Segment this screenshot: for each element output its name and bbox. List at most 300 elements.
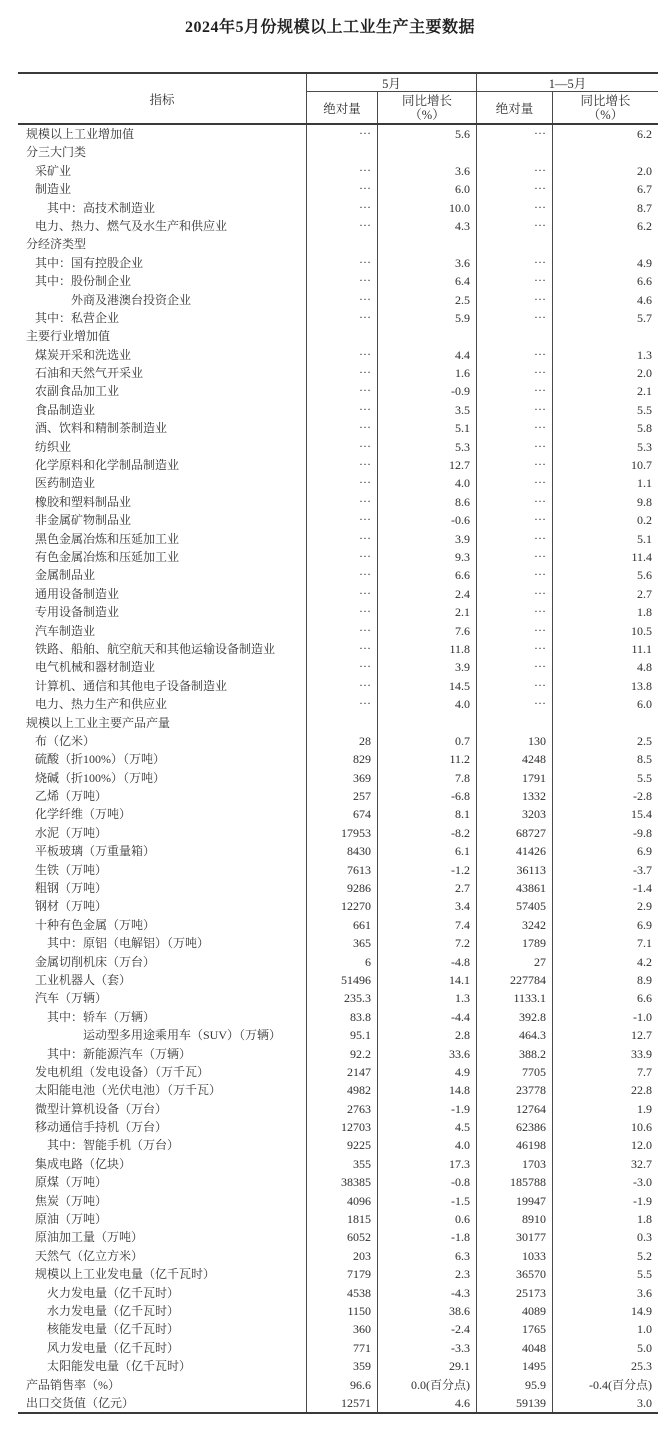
row-may-absolute: …	[307, 493, 378, 511]
row-jan-may-absolute: 185788	[477, 1173, 553, 1191]
row-jan-may-absolute: 1332	[477, 787, 553, 805]
table-row	[18, 125, 658, 143]
row-may-absolute: …	[307, 254, 378, 272]
table-row	[18, 1100, 658, 1118]
row-may-yoy: 1.3	[378, 989, 477, 1007]
row-indicator: 其中：智能手机（万台）	[18, 1136, 307, 1154]
row-jan-may-absolute: …	[477, 511, 553, 529]
row-may-absolute: …	[307, 622, 378, 640]
row-jan-may-yoy: 11.1	[631, 641, 652, 656]
row-indicator: 原油（万吨）	[18, 1210, 307, 1228]
row-jan-may-absolute: …	[477, 566, 553, 584]
table-row	[18, 493, 658, 511]
row-jan-may-yoy: 10.7	[631, 458, 652, 473]
table-row	[18, 750, 658, 768]
row-may-yoy: 0.0(百分点)	[378, 1376, 477, 1394]
row-jan-may-absolute: …	[477, 548, 553, 566]
table-row	[18, 327, 658, 345]
row-may-yoy: 12.7	[378, 456, 477, 474]
table-body	[18, 125, 658, 1412]
row-jan-may-absolute: …	[477, 438, 553, 456]
row-jan-may-yoy: -3.0	[633, 1175, 652, 1190]
table-row	[18, 382, 658, 400]
row-jan-may-absolute: …	[477, 180, 553, 198]
table-row	[18, 622, 658, 640]
row-jan-may-absolute: 25173	[477, 1284, 553, 1302]
row-may-yoy: 6.4	[378, 272, 477, 290]
row-may-yoy: 2.4	[378, 585, 477, 603]
row-may-yoy: 14.5	[378, 677, 477, 695]
row-indicator: 烧碱（折100%）（万吨）	[18, 769, 307, 787]
row-indicator: 采矿业	[18, 162, 307, 180]
row-jan-may-yoy: 1.9	[637, 1101, 652, 1116]
table-row	[18, 1045, 658, 1063]
row-indicator: 电力、热力、燃气及水生产和供应业	[18, 217, 307, 235]
row-jan-may-absolute: 130	[477, 732, 553, 750]
row-may-absolute: 1815	[307, 1210, 378, 1228]
table-row	[18, 1394, 658, 1412]
table-row	[18, 566, 658, 584]
row-jan-may-yoy: 13.8	[631, 678, 652, 693]
row-may-yoy: 8.6	[378, 493, 477, 511]
row-indicator: 制造业	[18, 180, 307, 198]
row-may-absolute: 12703	[307, 1118, 378, 1136]
row-may-absolute: …	[307, 511, 378, 529]
table-row	[18, 235, 658, 253]
row-may-absolute: 365	[307, 934, 378, 952]
table-row	[18, 953, 658, 971]
row-may-absolute: …	[307, 474, 378, 492]
row-jan-may-yoy: 1.8	[637, 605, 652, 620]
row-may-yoy: 11.8	[378, 640, 477, 658]
row-jan-may-yoy: 6.7	[637, 182, 652, 197]
row-jan-may-yoy: 2.5	[637, 733, 652, 748]
row-jan-may-absolute: …	[477, 382, 553, 400]
row-jan-may-absolute: …	[477, 272, 553, 290]
table-row	[18, 401, 658, 419]
row-may-yoy: 4.3	[378, 217, 477, 235]
row-indicator: 金属制品业	[18, 566, 307, 584]
row-may-yoy: 9.3	[378, 548, 477, 566]
row-indicator: 产品销售率（%）	[18, 1376, 307, 1394]
row-jan-may-absolute: 4089	[477, 1302, 553, 1320]
row-may-absolute: 6	[307, 953, 378, 971]
header-jan-may-yoy-line1: 同比增长	[580, 93, 631, 108]
row-indicator: 外商及港澳台投资企业	[18, 291, 307, 309]
row-indicator: 专用设备制造业	[18, 603, 307, 621]
header-jan-may-yoy	[553, 92, 658, 123]
row-jan-may-absolute: …	[477, 199, 553, 217]
row-may-absolute: 38385	[307, 1173, 378, 1191]
row-may-absolute: 4096	[307, 1192, 378, 1210]
row-may-yoy	[378, 143, 477, 161]
row-jan-may-yoy: 5.5	[637, 1267, 652, 1282]
row-jan-may-yoy: -9.8	[633, 825, 652, 840]
row-jan-may-yoy: 12.7	[631, 1028, 652, 1043]
data-table	[18, 72, 658, 1414]
table-row	[18, 456, 658, 474]
table-row	[18, 1320, 658, 1338]
row-jan-may-absolute: 3242	[477, 916, 553, 934]
row-may-absolute: 7179	[307, 1265, 378, 1283]
row-jan-may-yoy	[553, 143, 658, 161]
header-group-jan-may: 1—5月	[477, 74, 658, 92]
row-jan-may-absolute: 95.9	[477, 1376, 553, 1394]
row-may-yoy: -1.2	[378, 861, 477, 879]
row-may-yoy: -0.8	[378, 1173, 477, 1191]
row-jan-may-absolute: 12764	[477, 1100, 553, 1118]
table-row	[18, 585, 658, 603]
row-indicator: 太阳能电池（光伏电池）（万千瓦）	[18, 1081, 307, 1099]
row-jan-may-yoy: 25.3	[631, 1359, 652, 1374]
table-row	[18, 1357, 658, 1375]
row-jan-may-absolute: 36113	[477, 861, 553, 879]
table-row	[18, 1136, 658, 1154]
row-may-yoy: -0.9	[378, 382, 477, 400]
row-jan-may-absolute: 41426	[477, 842, 553, 860]
row-jan-may-yoy: 8.9	[637, 972, 652, 987]
table-row	[18, 1247, 658, 1265]
row-jan-may-absolute: 19947	[477, 1192, 553, 1210]
row-may-absolute: 661	[307, 916, 378, 934]
row-may-yoy: 0.6	[378, 1210, 477, 1228]
row-indicator: 规模以上工业发电量（亿千瓦时）	[18, 1265, 307, 1283]
row-indicator: 集成电路（亿块）	[18, 1155, 307, 1173]
row-indicator: 十种有色金属（万吨）	[18, 916, 307, 934]
row-jan-may-absolute: …	[477, 291, 553, 309]
row-may-absolute: 96.6	[307, 1376, 378, 1394]
row-jan-may-absolute: …	[477, 309, 553, 327]
row-may-yoy: 17.3	[378, 1155, 477, 1173]
row-may-yoy: 4.9	[378, 1063, 477, 1081]
row-may-yoy: 3.6	[378, 254, 477, 272]
table-row	[18, 1118, 658, 1136]
row-indicator: 太阳能发电量（亿千瓦时）	[18, 1357, 307, 1375]
row-jan-may-absolute: …	[477, 254, 553, 272]
table-row	[18, 640, 658, 658]
row-may-absolute: …	[307, 677, 378, 695]
row-jan-may-yoy: 6.6	[637, 274, 652, 289]
table-row	[18, 272, 658, 290]
row-may-absolute: …	[307, 272, 378, 290]
row-jan-may-yoy: 5.7	[637, 310, 652, 325]
table-row	[18, 897, 658, 915]
row-may-absolute: …	[307, 180, 378, 198]
row-may-yoy: 38.6	[378, 1302, 477, 1320]
row-may-yoy: 6.1	[378, 842, 477, 860]
row-jan-may-yoy: -1.0	[633, 1009, 652, 1024]
row-may-yoy: 6.3	[378, 1247, 477, 1265]
row-indicator: 粗钢（万吨）	[18, 879, 307, 897]
table-row	[18, 916, 658, 934]
row-may-absolute: …	[307, 566, 378, 584]
row-may-yoy: 8.1	[378, 805, 477, 823]
row-may-absolute: 1150	[307, 1302, 378, 1320]
header-may-yoy-line1: 同比增长	[401, 93, 452, 108]
row-jan-may-yoy: 1.0	[637, 1322, 652, 1337]
table-row	[18, 824, 658, 842]
table-row	[18, 530, 658, 548]
table-row	[18, 861, 658, 879]
row-jan-may-yoy: -1.9	[633, 1193, 652, 1208]
row-indicator: 其中：轿车（万辆）	[18, 1008, 307, 1026]
row-jan-may-yoy: 10.6	[631, 1120, 652, 1135]
row-indicator: 非金属矿物制品业	[18, 511, 307, 529]
row-jan-may-absolute: 388.2	[477, 1045, 553, 1063]
row-may-yoy: 0.7	[378, 732, 477, 750]
row-may-absolute: …	[307, 199, 378, 217]
table-row	[18, 879, 658, 897]
row-indicator: 水泥（万吨）	[18, 824, 307, 842]
row-jan-may-yoy: 3.0	[637, 1395, 652, 1410]
row-may-yoy: 2.8	[378, 1026, 477, 1044]
row-may-absolute	[307, 143, 378, 161]
row-jan-may-yoy: 4.6	[637, 292, 652, 307]
row-jan-may-yoy: 4.8	[637, 660, 652, 675]
row-may-yoy: -0.6	[378, 511, 477, 529]
row-may-yoy: 2.3	[378, 1265, 477, 1283]
row-may-absolute: …	[307, 125, 378, 143]
row-may-absolute: …	[307, 346, 378, 364]
row-may-yoy: 2.5	[378, 291, 477, 309]
row-jan-may-absolute: 23778	[477, 1081, 553, 1099]
row-may-yoy: 14.1	[378, 971, 477, 989]
row-may-absolute: 7613	[307, 861, 378, 879]
row-jan-may-yoy: 7.1	[637, 936, 652, 951]
row-jan-may-yoy: -3.7	[633, 862, 652, 877]
row-indicator: 分三大门类	[18, 143, 307, 161]
table-row	[18, 603, 658, 621]
row-indicator: 电力、热力生产和供应业	[18, 695, 307, 713]
row-jan-may-absolute: 1703	[477, 1155, 553, 1173]
row-jan-may-yoy: 2.9	[637, 899, 652, 914]
table-row	[18, 1339, 658, 1357]
table-row	[18, 1302, 658, 1320]
table-row	[18, 1008, 658, 1026]
row-may-yoy: 7.4	[378, 916, 477, 934]
table-row	[18, 769, 658, 787]
row-may-yoy: 2.1	[378, 603, 477, 621]
row-may-yoy: 6.6	[378, 566, 477, 584]
row-indicator: 其中：高技术制造业	[18, 199, 307, 217]
row-may-absolute: …	[307, 291, 378, 309]
row-indicator: 电气机械和器材制造业	[18, 658, 307, 676]
table-row	[18, 732, 658, 750]
table-row	[18, 658, 658, 676]
row-may-yoy: 2.7	[378, 879, 477, 897]
row-may-yoy: 5.9	[378, 309, 477, 327]
row-may-absolute: …	[307, 585, 378, 603]
row-indicator: 分经济类型	[18, 235, 307, 253]
row-may-yoy: 3.4	[378, 897, 477, 915]
row-jan-may-yoy: 5.1	[637, 531, 652, 546]
row-may-yoy: 29.1	[378, 1357, 477, 1375]
row-indicator: 酒、饮料和精制茶制造业	[18, 419, 307, 437]
row-may-absolute: …	[307, 456, 378, 474]
row-jan-may-absolute: 1495	[477, 1357, 553, 1375]
row-jan-may-yoy: -0.4(百分点)	[589, 1377, 652, 1392]
row-may-absolute: …	[307, 217, 378, 235]
table-row	[18, 1265, 658, 1283]
row-may-absolute: 257	[307, 787, 378, 805]
table-row	[18, 291, 658, 309]
row-may-absolute: 83.8	[307, 1008, 378, 1026]
row-indicator: 天然气（亿立方米）	[18, 1247, 307, 1265]
row-indicator: 火力发电量（亿千瓦时）	[18, 1284, 307, 1302]
row-indicator: 规模以上工业增加值	[18, 125, 307, 143]
row-indicator: 其中：新能源汽车（万辆）	[18, 1045, 307, 1063]
row-jan-may-yoy: 5.5	[637, 402, 652, 417]
row-may-yoy	[378, 235, 477, 253]
row-may-absolute: 28	[307, 732, 378, 750]
row-may-absolute	[307, 235, 378, 253]
row-jan-may-absolute	[477, 327, 553, 345]
row-indicator: 化学纤维（万吨）	[18, 805, 307, 823]
row-may-absolute: 2763	[307, 1100, 378, 1118]
row-may-yoy: 3.9	[378, 530, 477, 548]
row-jan-may-yoy: 7.7	[637, 1064, 652, 1079]
row-indicator: 铁路、船舶、航空航天和其他运输设备制造业	[18, 640, 307, 658]
row-jan-may-absolute: 1133.1	[477, 989, 553, 1007]
row-may-absolute: 8430	[307, 842, 378, 860]
table-row	[18, 1210, 658, 1228]
table-row	[18, 511, 658, 529]
row-may-absolute: 4538	[307, 1284, 378, 1302]
row-indicator: 石油和天然气开采业	[18, 364, 307, 382]
row-jan-may-yoy: 10.5	[631, 623, 652, 638]
row-jan-may-yoy	[553, 714, 658, 732]
row-may-yoy: 4.5	[378, 1118, 477, 1136]
row-jan-may-absolute: 68727	[477, 824, 553, 842]
row-jan-may-yoy: 5.5	[637, 770, 652, 785]
row-jan-may-absolute: 4248	[477, 750, 553, 768]
row-jan-may-absolute: …	[477, 162, 553, 180]
row-indicator: 原煤（万吨）	[18, 1173, 307, 1191]
row-jan-may-absolute: 3203	[477, 805, 553, 823]
table-row	[18, 143, 658, 161]
row-jan-may-yoy: 1.3	[637, 347, 652, 362]
table-row	[18, 438, 658, 456]
table-row	[18, 548, 658, 566]
row-jan-may-absolute: …	[477, 677, 553, 695]
row-may-yoy: -1.9	[378, 1100, 477, 1118]
row-jan-may-absolute: 8910	[477, 1210, 553, 1228]
row-jan-may-yoy: 12.0	[631, 1138, 652, 1153]
row-indicator: 规模以上工业主要产品产量	[18, 714, 307, 732]
row-jan-may-absolute: 43861	[477, 879, 553, 897]
row-may-absolute: 12571	[307, 1394, 378, 1412]
row-jan-may-absolute: …	[477, 585, 553, 603]
row-indicator: 水力发电量（亿千瓦时）	[18, 1302, 307, 1320]
header-indicator: 指标	[18, 74, 307, 123]
row-indicator: 金属切削机床（万台）	[18, 953, 307, 971]
row-jan-may-yoy: 5.6	[637, 568, 652, 583]
row-jan-may-yoy: 1.8	[637, 1212, 652, 1227]
row-may-absolute: …	[307, 548, 378, 566]
row-jan-may-absolute: …	[477, 493, 553, 511]
row-jan-may-absolute: …	[477, 622, 553, 640]
row-may-absolute	[307, 714, 378, 732]
row-may-yoy: 3.6	[378, 162, 477, 180]
table-row	[18, 677, 658, 695]
row-jan-may-yoy	[553, 235, 658, 253]
row-jan-may-absolute: 27	[477, 953, 553, 971]
header-may-yoy-line2: （%）	[409, 107, 445, 122]
row-indicator: 主要行业增加值	[18, 327, 307, 345]
row-indicator: 医药制造业	[18, 474, 307, 492]
row-may-absolute	[307, 327, 378, 345]
row-indicator: 煤炭开采和洗选业	[18, 346, 307, 364]
row-indicator: 布（亿米）	[18, 732, 307, 750]
row-jan-may-absolute: 1791	[477, 769, 553, 787]
row-indicator: 核能发电量（亿千瓦时）	[18, 1320, 307, 1338]
row-may-yoy	[378, 327, 477, 345]
row-jan-may-yoy: 2.7	[637, 586, 652, 601]
row-jan-may-yoy: 14.9	[631, 1304, 652, 1318]
row-may-yoy: 33.6	[378, 1045, 477, 1063]
table-row	[18, 1063, 658, 1081]
table-row	[18, 842, 658, 860]
row-may-absolute: 9225	[307, 1136, 378, 1154]
table-row	[18, 419, 658, 437]
header-jan-may-yoy-line2: （%）	[587, 107, 624, 122]
row-jan-may-yoy: 5.8	[637, 421, 652, 436]
row-may-absolute: …	[307, 419, 378, 437]
row-may-absolute: …	[307, 364, 378, 382]
table-row	[18, 695, 658, 713]
row-jan-may-absolute: 227784	[477, 971, 553, 989]
row-may-absolute: …	[307, 309, 378, 327]
row-indicator: 计算机、通信和其他电子设备制造业	[18, 677, 307, 695]
table-row	[18, 254, 658, 272]
table-row	[18, 805, 658, 823]
row-jan-may-yoy: 6.9	[637, 844, 652, 859]
row-may-yoy: 7.6	[378, 622, 477, 640]
row-jan-may-absolute	[477, 235, 553, 253]
row-jan-may-yoy: 6.9	[637, 917, 652, 932]
row-jan-may-yoy: 0.2	[637, 513, 652, 528]
row-may-absolute: …	[307, 640, 378, 658]
row-indicator: 农副食品加工业	[18, 382, 307, 400]
row-may-yoy: 11.2	[378, 750, 477, 768]
table-row	[18, 1192, 658, 1210]
row-jan-may-yoy: 6.6	[637, 991, 652, 1006]
table-row	[18, 309, 658, 327]
row-jan-may-yoy: 1.1	[637, 476, 652, 491]
row-may-yoy: -8.2	[378, 824, 477, 842]
header-jan-may-absolute: 绝对量	[477, 92, 553, 123]
row-may-yoy: 10.0	[378, 199, 477, 217]
page-title: 2024年5月份规模以上工业生产主要数据	[184, 19, 475, 36]
row-jan-may-absolute: …	[477, 125, 553, 143]
row-indicator: 有色金属冶炼和压延加工业	[18, 548, 307, 566]
row-may-absolute: 771	[307, 1339, 378, 1357]
row-may-absolute: 674	[307, 805, 378, 823]
row-jan-may-yoy: 2.0	[637, 366, 652, 381]
row-may-absolute: 51496	[307, 971, 378, 989]
row-jan-may-yoy: 15.4	[631, 807, 652, 822]
row-jan-may-absolute: …	[477, 530, 553, 548]
row-jan-may-yoy: 6.0	[637, 697, 652, 712]
row-indicator: 通用设备制造业	[18, 585, 307, 603]
row-indicator: 移动通信手持机（万台）	[18, 1118, 307, 1136]
row-indicator: 运动型多用途乘用车（SUV）（万辆）	[18, 1026, 307, 1044]
row-may-yoy: -2.4	[378, 1320, 477, 1338]
row-indicator: 橡胶和塑料制品业	[18, 493, 307, 511]
row-jan-may-yoy: 3.6	[637, 1285, 652, 1300]
row-may-absolute: 17953	[307, 824, 378, 842]
row-jan-may-absolute: …	[477, 603, 553, 621]
